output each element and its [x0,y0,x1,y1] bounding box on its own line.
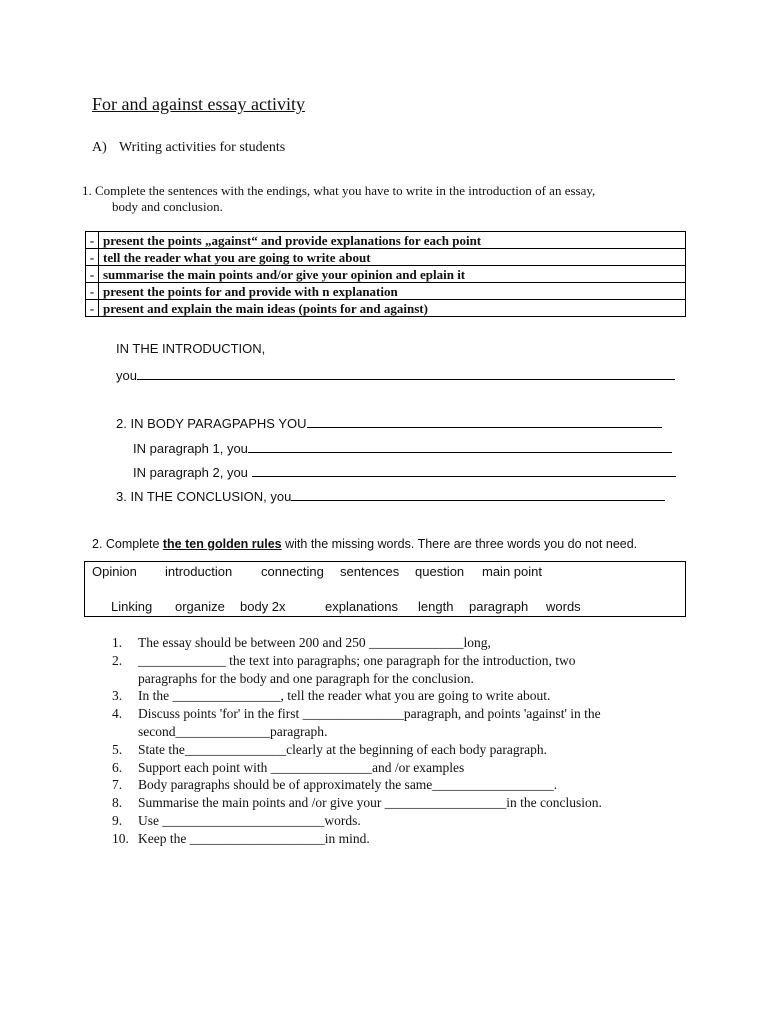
question-2-instruction [92,537,637,551]
ending-text: present the points „against“ and provide explanations for each point [99,232,686,249]
golden-rules-list [112,634,672,848]
paragraph-1-label: IN paragraph 1, you [133,441,248,456]
word-bank-word: sentences [340,564,400,579]
section-a-letter: A) [92,140,107,155]
word-bank-word: length [418,599,454,614]
introduction-answer-line [116,366,675,383]
rule-number: 1. [112,635,123,650]
ending-row [86,232,686,249]
golden-rule-item [112,759,672,777]
word-bank-word: words [546,599,581,614]
word-bank-word: connecting [261,564,324,579]
word-bank-word: main point [482,564,542,579]
rule-number: 10. [112,830,129,846]
word-bank-box [84,561,686,617]
golden-rule-item [112,687,672,705]
ending-dash: - [86,249,99,266]
paragraph-1-answer-line [133,439,672,456]
word-bank-word: explanations [325,599,398,614]
endings-table [85,231,686,317]
conclusion-answer-line [116,487,665,504]
rule-text: Body paragraphs should be of approximately the same__________________. [138,777,558,793]
rule-number: 6. [112,759,123,775]
section-a-text: Writing activities for students [119,140,286,155]
introduction-heading: IN THE INTRODUCTION, [116,341,266,356]
conclusion-label: 3. IN THE CONCLUSION, you [116,489,292,504]
golden-rules-highlight: the ten golden rules [162,537,282,551]
ending-row [86,249,686,266]
word-bank-word: organize [175,599,225,614]
ending-row [86,300,686,317]
rule-text: Keep the ____________________in mind. [138,830,370,846]
rule-text: Discuss points 'for' in the first _______________paragraph, and points 'against' in the [138,706,601,722]
ending-row [86,266,686,283]
ending-text: present the points for and provide with n explanation [99,283,686,300]
rule-text: Summarise the main points and /or give your __________________in the conclusion. [138,795,602,811]
golden-rule-item [112,830,672,848]
paragraph-1-answer-blank[interactable] [248,439,672,453]
ending-dash: - [86,283,99,300]
rule-text-continued: second______________paragraph. [138,723,328,739]
rule-number: 5. [112,741,123,757]
worksheet-title: For and against essay activity [92,94,305,114]
word-bank-word: introduction [165,564,233,579]
rule-text: Support each point with _______________and /or examples [138,759,465,775]
body-paragraphs-answer-line [116,414,662,431]
golden-rule-item [112,634,672,652]
introduction-you-label: you [116,368,137,383]
rule-text: The essay should be between 200 and 250 ______________long, [138,635,491,650]
rule-number: 4. [112,706,123,722]
paragraph-2-answer-line [133,463,676,480]
ending-text: tell the reader what you are going to write about [99,249,686,266]
rule-text: _____________ the text into paragraphs; one paragraph for the introduction, two [138,652,576,668]
golden-rule-item [112,776,672,794]
rule-number: 9. [112,812,123,828]
paragraph-2-label: IN paragraph 2, you [133,465,252,480]
golden-rule-item [112,812,672,830]
section-a-heading [92,140,285,156]
golden-rule-item [112,794,672,812]
question-2-prefix: 2. Complete [92,537,163,551]
ending-row [86,283,686,300]
word-bank-word: question [415,564,465,579]
conclusion-answer-blank[interactable] [291,487,665,501]
question-1-line-2: body and conclusion. [112,199,223,214]
rule-text: In the ________________, tell the reader what you are going to write about. [138,688,551,704]
rule-number: 8. [112,795,123,811]
question-2-suffix: with the missing words. There are three words you do not need. [281,537,638,551]
word-bank-word: body 2x [240,599,286,614]
paragraph-2-answer-blank[interactable] [252,463,676,477]
rule-number: 7. [112,777,123,793]
ending-dash: - [86,300,99,317]
golden-rule-item [112,741,672,759]
word-bank-word: paragraph [469,599,529,614]
word-bank-word: Opinion [92,564,137,579]
rule-text: State the_______________clearly at the beginning of each body paragraph. [138,741,548,757]
golden-rule-item [112,705,672,741]
ending-dash: - [86,232,99,249]
introduction-answer-blank[interactable] [137,366,675,380]
rule-number: 2. [112,652,123,668]
ending-text: present and explain the main ideas (points for and against) [99,300,686,317]
ending-dash: - [86,266,99,283]
rule-number: 3. [112,688,123,704]
ending-text: summarise the main points and/or give your opinion and eplain it [99,266,686,283]
rule-text-continued: paragraphs for the body and one paragraph for the conclusion. [138,670,474,686]
body-paragraphs-label: 2. IN BODY PARAGPAPHS YOU [116,416,307,431]
golden-rule-item [112,652,672,688]
question-1-line-1: 1. Complete the sentences with the endings, what you have to write in the introduction of an essay, [82,183,596,198]
body-paragraphs-answer-blank[interactable] [307,414,662,428]
word-bank-word: Linking [111,599,153,614]
rule-text: Use ________________________words. [138,812,361,828]
